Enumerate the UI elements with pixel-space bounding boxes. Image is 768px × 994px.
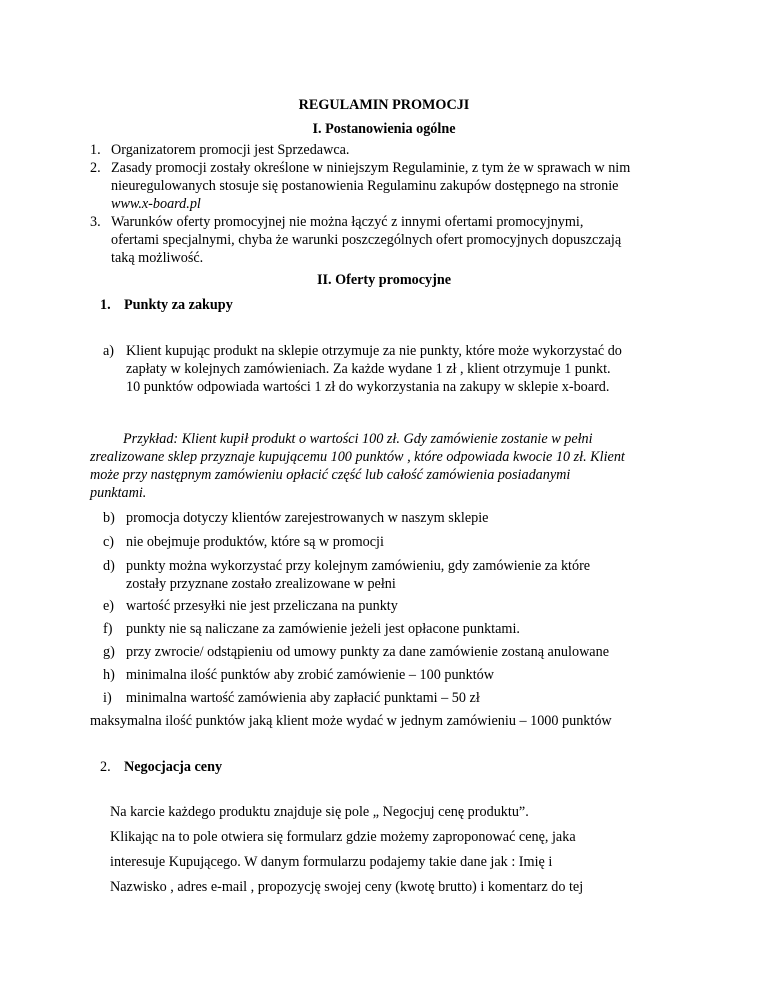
paragraph-line: Na karcie każdego produktu znajduje się pole „ Negocjuj cenę produktu”. — [110, 804, 529, 820]
list-item-letter: i) — [103, 690, 112, 706]
list-item-letter: b) — [103, 510, 115, 526]
list-item-text: 10 punktów odpowiada wartości 1 zł do wykorzystania na zakupy w sklepie x-board. — [126, 379, 610, 395]
list-item-text: taką możliwość. — [111, 250, 204, 266]
list-item-letter: h) — [103, 667, 115, 683]
website-link[interactable]: www.x-board.pl — [111, 196, 201, 212]
list-item-text: Klient kupując produkt na sklepie otrzymuje za nie punkty, które może wykorzystać do — [126, 343, 622, 359]
list-item-text: minimalna wartość zamówienia aby zapłacić punktami – 50 zł — [126, 690, 480, 706]
list-item-text: minimalna ilość punktów aby zrobić zamówienie – 100 punktów — [126, 667, 495, 683]
document-title: REGULAMIN PROMOCJI — [298, 97, 470, 113]
list-item-letter: e) — [103, 598, 115, 614]
list-item-text: punkty można wykorzystać przy kolejnym zamówieniu, gdy zamówienie za które — [126, 558, 591, 574]
paragraph-line: Nazwisko , adres e-mail , propozycję swojej ceny (kwotę brutto) i komentarz do tej — [110, 879, 584, 895]
paragraph-line: Klikając na to pole otwiera się formularz gdzie możemy zaproponować cenę, jaka — [110, 829, 576, 845]
max-points-line: maksymalna ilość punktów jaką klient może wydać w jednym zamówieniu – 1000 punktów — [90, 713, 612, 729]
list-item-number: 3. — [90, 214, 101, 230]
list-item-text: punkty nie są naliczane za zamówienie jeżeli jest opłacone punktami. — [126, 621, 520, 637]
section-2-heading: II. Oferty promocyjne — [316, 272, 452, 288]
list-item-text: nieuregulowanych stosuje się postanowienia Regulaminu zakupów dostępnego na stronie — [111, 178, 619, 194]
section-1-heading: I. Postanowienia ogólne — [312, 121, 456, 137]
list-item-text: Warunków oferty promocyjnej nie można łączyć z innymi ofertami promocyjnymi, — [111, 214, 584, 230]
list-item-number: 2. — [90, 160, 101, 176]
subsection-1-number: 1. — [100, 297, 111, 313]
list-item-letter: a) — [103, 343, 115, 359]
list-item-letter: c) — [103, 534, 115, 550]
list-item-text: przy zwrocie/ odstąpieniu od umowy punkty za dane zamówienie zostaną anulowane — [126, 644, 609, 660]
list-item-text: Zasady promocji zostały określone w niniejszym Regulaminie, z tym że w sprawach w nim — [111, 160, 631, 176]
list-item-text: wartość przesyłki nie jest przeliczana na punkty — [126, 598, 398, 614]
list-item-text: promocja dotyczy klientów zarejestrowanych w naszym sklepie — [126, 510, 489, 526]
list-item-text: Organizatorem promocji jest Sprzedawca. — [111, 142, 350, 158]
example-paragraph: punktami. — [90, 485, 147, 501]
example-paragraph: może przy następnym zamówieniu opłacić część lub całość zamówienia posiadanymi — [90, 467, 571, 483]
list-item-letter: d) — [103, 558, 115, 574]
subsection-2-title: Negocjacja ceny — [124, 759, 223, 775]
example-paragraph: zrealizowane sklep przyznaje kupującemu 100 punktów , które odpowiada kwocie 10 zł. Klient — [90, 449, 625, 465]
paragraph-line: interesuje Kupującego. W danym formularzu podajemy takie dane jak : Imię i — [110, 854, 553, 870]
list-item-text: ofertami specjalnymi, chyba że warunki poszczególnych ofert promocyjnych dopuszczają — [111, 232, 622, 248]
example-paragraph: Przykład: Klient kupił produkt o wartości 100 zł. Gdy zamówienie zostanie w pełni — [123, 431, 593, 447]
list-item-letter: g) — [103, 644, 115, 660]
list-item-letter: f) — [103, 621, 113, 637]
subsection-1-title: Punkty za zakupy — [124, 297, 233, 313]
list-item-number: 1. — [90, 142, 101, 158]
list-item-text: nie obejmuje produktów, które są w promocji — [126, 534, 384, 550]
subsection-2-number: 2. — [100, 759, 111, 775]
list-item-text: zostały przyznane zostało zrealizowane w pełni — [126, 576, 396, 592]
list-item-text: zapłaty w kolejnych zamówieniach. Za każde wydane 1 zł , klient otrzymuje 1 punkt. — [126, 361, 611, 377]
